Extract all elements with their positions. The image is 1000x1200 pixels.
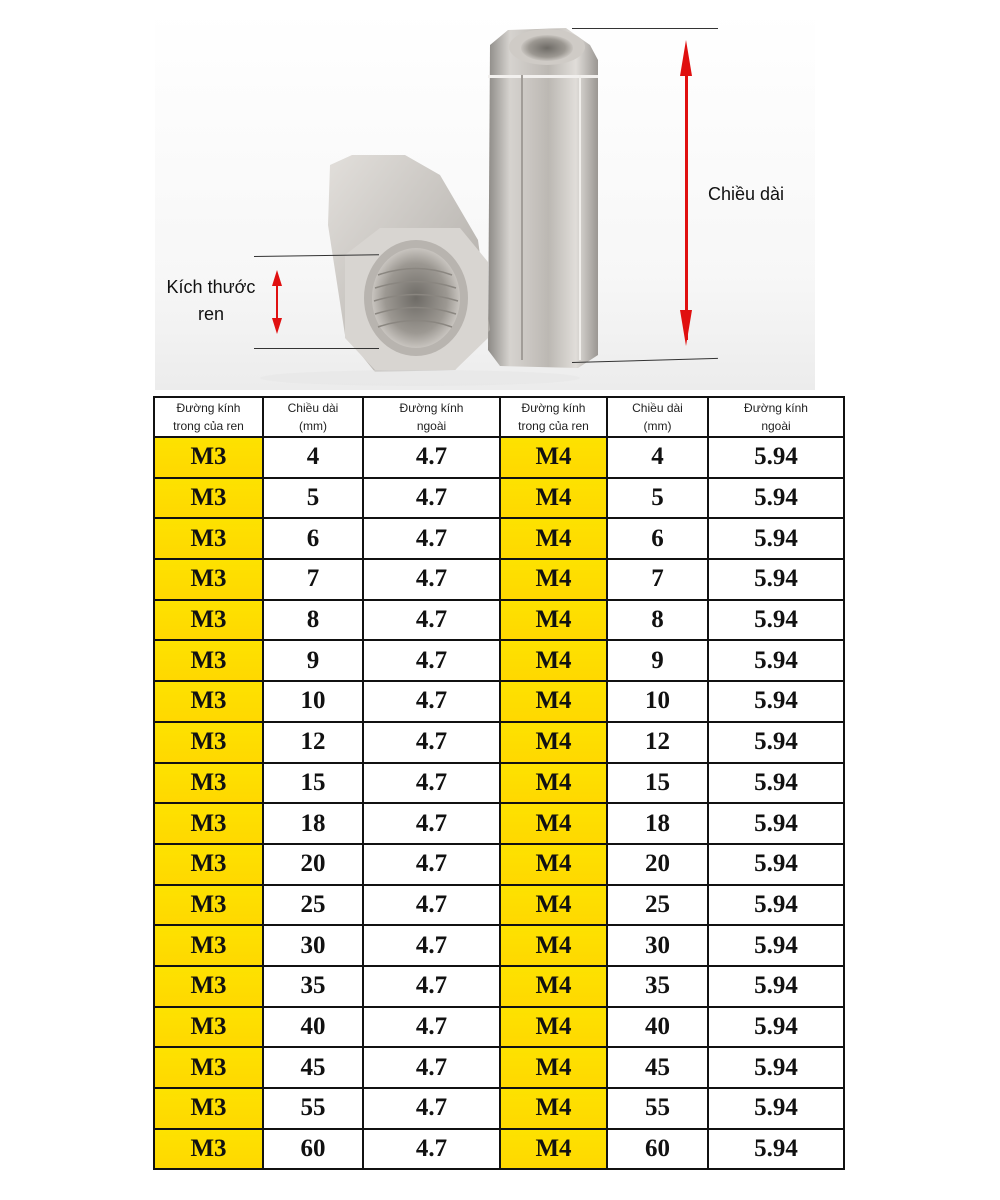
length-cell: 5 bbox=[607, 478, 708, 519]
thread-size-cell: M3 bbox=[154, 478, 263, 519]
thread-size-cell: M4 bbox=[500, 559, 607, 600]
outer-diameter-cell: 4.7 bbox=[363, 640, 500, 681]
thread-size-cell: M3 bbox=[154, 1129, 263, 1170]
outer-diameter-cell: 4.7 bbox=[363, 803, 500, 844]
header-label: Đường kính ngoài bbox=[399, 401, 464, 433]
table-row bbox=[154, 518, 844, 559]
length-cell: 30 bbox=[607, 925, 708, 966]
table-row bbox=[154, 640, 844, 681]
table-header-row bbox=[154, 397, 844, 437]
thread-arrow-down-icon bbox=[272, 318, 282, 334]
outer-diameter-cell: 5.94 bbox=[708, 966, 844, 1007]
length-cell: 12 bbox=[263, 722, 363, 763]
thread-size-cell: M3 bbox=[154, 925, 263, 966]
length-cell: 25 bbox=[263, 885, 363, 926]
length-cell: 60 bbox=[607, 1129, 708, 1170]
header-thread-diameter bbox=[154, 397, 263, 437]
thread-size-cell: M3 bbox=[154, 518, 263, 559]
outer-diameter-cell: 5.94 bbox=[708, 640, 844, 681]
thread-size-cell: M4 bbox=[500, 885, 607, 926]
outer-diameter-cell: 4.7 bbox=[363, 437, 500, 478]
outer-diameter-cell: 4.7 bbox=[363, 722, 500, 763]
thread-size-label: Kích thước ren bbox=[166, 277, 256, 324]
outer-diameter-cell: 5.94 bbox=[708, 1088, 844, 1129]
thread-size-cell: M4 bbox=[500, 437, 607, 478]
table-row bbox=[154, 763, 844, 804]
outer-diameter-cell: 4.7 bbox=[363, 1047, 500, 1088]
length-cell: 9 bbox=[607, 640, 708, 681]
length-cell: 5 bbox=[263, 478, 363, 519]
header-label: Chiều dài (mm) bbox=[632, 401, 683, 433]
length-cell: 4 bbox=[607, 437, 708, 478]
thread-bottom-leader-line bbox=[254, 348, 379, 349]
header-label: Chiều dài (mm) bbox=[287, 401, 339, 433]
thread-size-cell: M3 bbox=[154, 1007, 263, 1048]
thread-size-cell: M4 bbox=[500, 844, 607, 885]
table-row bbox=[154, 1088, 844, 1129]
outer-diameter-cell: 5.94 bbox=[708, 478, 844, 519]
thread-size-cell: M4 bbox=[500, 600, 607, 641]
length-cell: 6 bbox=[263, 518, 363, 559]
length-top-leader-line bbox=[572, 28, 718, 29]
table-row bbox=[154, 478, 844, 519]
outer-diameter-cell: 5.94 bbox=[708, 722, 844, 763]
coupling-nut-spec-table bbox=[153, 396, 845, 1170]
outer-diameter-cell: 4.7 bbox=[363, 763, 500, 804]
thread-size-cell: M3 bbox=[154, 559, 263, 600]
thread-arrow-shaft bbox=[276, 284, 278, 322]
outer-diameter-cell: 4.7 bbox=[363, 844, 500, 885]
table-row bbox=[154, 966, 844, 1007]
table-row bbox=[154, 600, 844, 641]
table-row bbox=[154, 559, 844, 600]
outer-diameter-cell: 5.94 bbox=[708, 518, 844, 559]
table-row bbox=[154, 681, 844, 722]
thread-size-cell: M3 bbox=[154, 885, 263, 926]
header-length bbox=[607, 397, 708, 437]
thread-size-cell: M4 bbox=[500, 925, 607, 966]
table-row bbox=[154, 925, 844, 966]
thread-size-cell: M4 bbox=[500, 763, 607, 804]
length-cell: 20 bbox=[263, 844, 363, 885]
thread-size-cell: M3 bbox=[154, 437, 263, 478]
thread-size-cell: M4 bbox=[500, 722, 607, 763]
length-cell: 18 bbox=[607, 803, 708, 844]
outer-diameter-cell: 5.94 bbox=[708, 1047, 844, 1088]
length-cell: 10 bbox=[263, 681, 363, 722]
thread-size-cell: M3 bbox=[154, 803, 263, 844]
outer-diameter-cell: 4.7 bbox=[363, 518, 500, 559]
outer-diameter-cell: 4.7 bbox=[363, 478, 500, 519]
length-cell: 18 bbox=[263, 803, 363, 844]
thread-size-cell: M4 bbox=[500, 478, 607, 519]
length-arrow-up-icon bbox=[680, 40, 692, 76]
thread-size-cell: M4 bbox=[500, 803, 607, 844]
length-cell: 35 bbox=[607, 966, 708, 1007]
thread-size-cell: M4 bbox=[500, 1129, 607, 1170]
length-cell: 10 bbox=[607, 681, 708, 722]
length-arrow-down-icon bbox=[680, 310, 692, 346]
outer-diameter-cell: 5.94 bbox=[708, 437, 844, 478]
thread-size-cell: M4 bbox=[500, 640, 607, 681]
header-length bbox=[263, 397, 363, 437]
thread-size-cell: M4 bbox=[500, 518, 607, 559]
outer-diameter-cell: 4.7 bbox=[363, 1088, 500, 1129]
length-label: Chiều dài bbox=[707, 184, 785, 204]
table-row bbox=[154, 803, 844, 844]
header-thread-diameter bbox=[500, 397, 607, 437]
thread-size-cell: M3 bbox=[154, 640, 263, 681]
table-row bbox=[154, 885, 844, 926]
outer-diameter-cell: 4.7 bbox=[363, 681, 500, 722]
length-cell: 6 bbox=[607, 518, 708, 559]
header-label: Đường kính trong của ren bbox=[173, 401, 244, 433]
length-cell: 7 bbox=[607, 559, 708, 600]
length-cell: 25 bbox=[607, 885, 708, 926]
thread-size-cell: M3 bbox=[154, 1088, 263, 1129]
thread-size-cell: M4 bbox=[500, 681, 607, 722]
header-outer-diameter bbox=[708, 397, 844, 437]
outer-diameter-cell: 4.7 bbox=[363, 885, 500, 926]
header-label: Đường kính ngoài bbox=[744, 401, 808, 433]
length-arrow-shaft bbox=[685, 72, 688, 340]
outer-diameter-cell: 5.94 bbox=[708, 681, 844, 722]
outer-diameter-cell: 5.94 bbox=[708, 1129, 844, 1170]
length-cell: 9 bbox=[263, 640, 363, 681]
length-cell: 55 bbox=[263, 1088, 363, 1129]
outer-diameter-cell: 4.7 bbox=[363, 559, 500, 600]
length-cell: 40 bbox=[263, 1007, 363, 1048]
table-row bbox=[154, 722, 844, 763]
length-cell: 12 bbox=[607, 722, 708, 763]
length-cell: 4 bbox=[263, 437, 363, 478]
thread-size-cell: M3 bbox=[154, 844, 263, 885]
length-cell: 45 bbox=[607, 1047, 708, 1088]
length-cell: 60 bbox=[263, 1129, 363, 1170]
length-cell: 40 bbox=[607, 1007, 708, 1048]
table-row bbox=[154, 1047, 844, 1088]
thread-size-cell: M4 bbox=[500, 1088, 607, 1129]
length-cell: 15 bbox=[607, 763, 708, 804]
outer-diameter-cell: 5.94 bbox=[708, 844, 844, 885]
outer-diameter-cell: 4.7 bbox=[363, 925, 500, 966]
length-cell: 8 bbox=[263, 600, 363, 641]
thread-size-cell: M3 bbox=[154, 600, 263, 641]
outer-diameter-cell: 5.94 bbox=[708, 1007, 844, 1048]
outer-diameter-cell: 4.7 bbox=[363, 1007, 500, 1048]
thread-size-cell: M3 bbox=[154, 966, 263, 1007]
thread-size-cell: M3 bbox=[154, 1047, 263, 1088]
outer-diameter-cell: 4.7 bbox=[363, 966, 500, 1007]
header-label: Đường kính trong của ren bbox=[518, 401, 589, 433]
thread-size-cell: M4 bbox=[500, 1047, 607, 1088]
thread-size-cell: M3 bbox=[154, 681, 263, 722]
table-row bbox=[154, 844, 844, 885]
length-cell: 45 bbox=[263, 1047, 363, 1088]
outer-diameter-cell: 5.94 bbox=[708, 763, 844, 804]
length-cell: 7 bbox=[263, 559, 363, 600]
outer-diameter-cell: 5.94 bbox=[708, 925, 844, 966]
thread-size-cell: M4 bbox=[500, 966, 607, 1007]
thread-size-cell: M3 bbox=[154, 763, 263, 804]
outer-diameter-cell: 5.94 bbox=[708, 803, 844, 844]
length-cell: 8 bbox=[607, 600, 708, 641]
length-cell: 20 bbox=[607, 844, 708, 885]
outer-diameter-cell: 4.7 bbox=[363, 600, 500, 641]
outer-diameter-cell: 5.94 bbox=[708, 600, 844, 641]
outer-diameter-cell: 5.94 bbox=[708, 559, 844, 600]
length-cell: 35 bbox=[263, 966, 363, 1007]
thread-size-cell: M4 bbox=[500, 1007, 607, 1048]
length-cell: 30 bbox=[263, 925, 363, 966]
outer-diameter-cell: 5.94 bbox=[708, 885, 844, 926]
outer-diameter-cell: 4.7 bbox=[363, 1129, 500, 1170]
length-cell: 15 bbox=[263, 763, 363, 804]
table-row bbox=[154, 1129, 844, 1170]
table-row bbox=[154, 1007, 844, 1048]
table-row bbox=[154, 437, 844, 478]
header-outer-diameter bbox=[363, 397, 500, 437]
length-cell: 55 bbox=[607, 1088, 708, 1129]
thread-size-cell: M3 bbox=[154, 722, 263, 763]
